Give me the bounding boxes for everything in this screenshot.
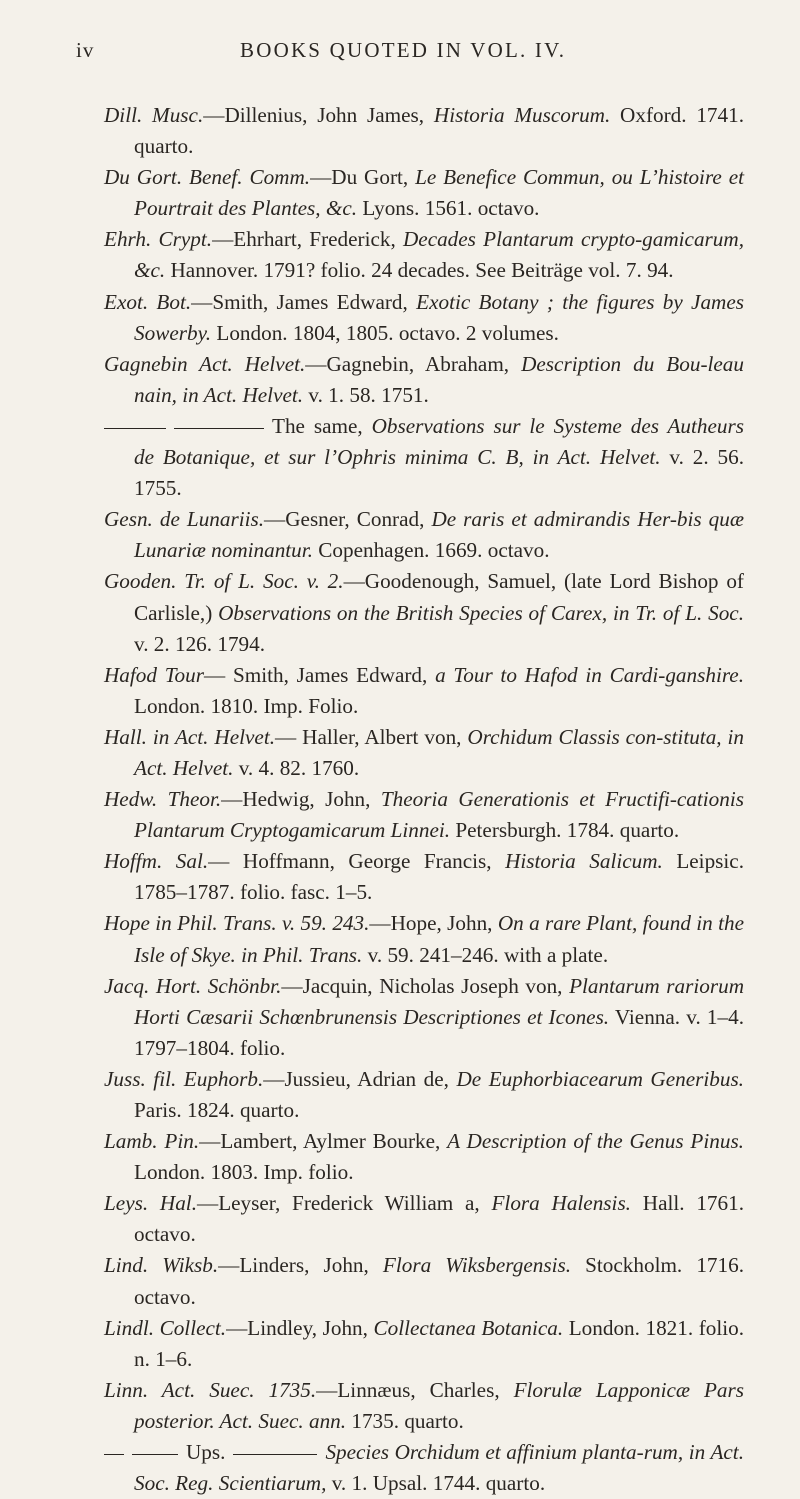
bibliography-entry [104,846,744,908]
entry-title: De Euphorbiacearum Generibus. [456,1066,744,1091]
entry-abbreviation: Lind. Wiksb. [104,1253,219,1278]
entry-author: Dillenius, John James, [224,103,434,127]
entry-imprint: London. 1821. folio. n. 1–6. [134,1315,745,1371]
bibliography-entry [104,908,744,970]
entry-imprint: v. 59. 241–246. with a plate. [362,942,609,967]
entry-author: Gagnebin, Abraham, [326,351,522,376]
entry-separator: — [221,787,243,812]
entry-title: Orchidum Classis con-stituta, in Act. Helvet. [134,724,745,780]
entry-author: Leyser, Frederick William a, [218,1191,492,1216]
entry-title: Plantarum rariorum Horti Cæsarii Schœnbrunensis Descriptiones et Icones. [134,973,745,1029]
entry-separator: — [212,227,234,252]
entry-abbreviation: Du Gort. Benef. Comm. [104,165,311,190]
entry-author: Linnæus, Charles, [337,1377,514,1402]
entry-imprint: Hall. 1761. octavo. [134,1191,744,1247]
entry-title: A Description of the Genus Pinus. [447,1129,744,1154]
entry-separator: — [197,1191,219,1216]
running-head [0,38,800,68]
entry-title: Description du Bou-leau nain, in Act. Helvet. [134,351,744,407]
entry-author: Haller, Albert von, [302,724,468,749]
bibliography-entry [104,287,744,349]
ditto-rule [233,1454,317,1455]
ditto-rule [174,428,264,429]
entry-abbreviation: Hope in Phil. Trans. v. 59. 243. [104,911,370,936]
entry-imprint: v. 1. Upsal. 1744. quarto. [326,1471,546,1496]
entry-abbreviation: Ups. [186,1440,226,1465]
entry-title: Le Benefice Commun, ou L’histoire et Pourtrait des Plantes, &c. [134,165,744,221]
entry-imprint: Vienna. v. 1–4. 1797–1804. folio. [134,1004,744,1060]
bibliography-entry [104,722,744,784]
entry-author: Gesner, Conrad, [285,507,432,532]
entry-separator: — [310,165,332,190]
bibliography-entry [104,504,744,566]
entry-imprint: v. 2. 56. 1755. [134,445,744,501]
entry-imprint: Leipsic. 1785–1787. folio. fasc. 1–5. [134,849,744,905]
running-title: BOOKS QUOTED IN VOL. IV. [240,38,567,62]
entry-title: Flora Wiksbergensis. [382,1253,572,1278]
entry-author: Goodenough, Samuel, (late Lord Bishop of Carlisle,) [134,569,744,625]
entry-separator: — [305,351,327,376]
bibliography-entry [104,1313,744,1375]
entry-title: Observations sur le Systeme des Autheurs de Botanique, et sur l’Ophris minima C. B, in Act. Helvet. [134,413,744,470]
entry-imprint: London. 1803. Imp. folio. [134,1160,354,1185]
entry-imprint: Oxford. 1741. quarto. [134,103,745,159]
page-number: iv [76,38,95,62]
bibliography-entry [104,1375,744,1437]
entry-abbreviation: Exot. Bot. [104,289,192,314]
entry-imprint: v. 1. 58. 1751. [303,382,429,407]
entry-author: Jacquin, Nicholas Joseph von, [302,973,570,998]
entry-abbreviation: Leys. Hal. [104,1191,197,1216]
entry-abbreviation: Hoffm. Sal. [104,849,209,874]
entry-separator: — [263,1066,285,1091]
bibliography-entry [104,784,744,846]
bibliography-entry [104,1250,744,1312]
entry-imprint: Hannover. 1791? folio. 24 decades. See Beiträge vol. 7. 94. [165,258,674,283]
bibliography-entry [104,971,744,1064]
bibliography-entry [104,566,744,659]
entry-abbreviation: Hedw. Theor. [104,787,222,812]
bibliography-entry [104,1437,744,1499]
entry-separator: — [226,1315,248,1340]
entry-abbreviation: Gagnebin Act. Helvet. [104,351,306,376]
entry-author: Jussieu, Adrian de, [284,1066,457,1091]
entry-separator: — [264,507,286,532]
entry-author: Ehrhart, Frederick, [233,227,403,252]
entry-abbreviation: Ehrh. Crypt. [104,227,213,252]
bibliography-list [104,100,744,1499]
entry-abbreviation: Dill. Musc. [104,103,204,127]
entry-title: Observations on the British Species of Carex, in Tr. of L. Soc. [218,600,744,625]
entry-separator: — [281,973,303,998]
entry-separator: — [191,289,213,314]
entry-imprint: Paris. 1824. quarto. [134,1098,300,1122]
entry-author: Lindley, John, [247,1315,374,1340]
entry-title: Species Orchidum et affinium planta-rum, in Act. Soc. Reg. Scientiarum, [134,1440,744,1496]
entry-title: a Tour to Hafod in Cardi-ganshire. [435,662,744,687]
entry-abbreviation: Juss. fil. Euphorb. [104,1066,264,1091]
entry-imprint: London. 1804, 1805. octavo. 2 volumes. [211,320,559,345]
entry-author: Hoffmann, George Francis, [242,849,506,874]
entry-abbreviation: Linn. Act. Suec. 1735. [104,1377,317,1402]
bibliography-entry [104,1126,744,1188]
entry-abbreviation: Hall. in Act. Helvet. [104,724,276,749]
entry-separator: — [204,662,233,687]
entry-author: Hope, John, [390,911,498,936]
entry-title: Historia Muscorum. [433,103,611,127]
entry-title: Decades Plantarum crypto-gamicarum, &c. [134,227,744,283]
entry-abbreviation: Lamb. Pin. [104,1129,200,1154]
entry-separator: — [316,1377,338,1402]
bibliography-entry [104,224,744,286]
entry-author: The same, [272,413,372,438]
entry-separator: — [369,911,391,936]
entry-title: Theoria Generationis et Fructifi-cationis Plantarum Cryptogamicarum Linnei. [134,787,744,843]
entry-separator: — [199,1129,221,1154]
entry-author: Du Gort, [331,165,416,190]
entry-abbreviation: Jacq. Hort. Schönbr. [104,973,282,998]
entry-author: Smith, James Edward, [232,662,436,687]
bibliography-entry [104,1064,744,1126]
entry-author: Smith, James Edward, [212,289,417,314]
entry-separator: — [218,1253,240,1278]
ditto-rule [132,1454,178,1455]
entry-abbreviation: Hafod Tour [104,662,204,687]
entry-author: Linders, John, [239,1253,383,1278]
entry-author: Lambert, Aylmer Bourke, [220,1129,448,1154]
entry-imprint: Lyons. 1561. octavo. [357,196,540,221]
entry-imprint: 1735. quarto. [346,1408,464,1433]
ditto-rule [104,428,166,429]
entry-abbreviation: Gooden. Tr. of L. Soc. v. 2. [104,569,344,594]
bibliography-entry [104,349,744,411]
bibliography-entry [104,411,744,504]
entry-imprint: Copenhagen. 1669. octavo. [312,538,550,563]
bibliography-entry [104,660,744,722]
bibliography-entry [104,1188,744,1250]
entry-separator: — [343,569,365,594]
entry-separator: — [203,103,225,127]
entry-imprint: v. 4. 82. 1760. [233,755,360,780]
entry-title: Exotic Botany ; the figures by James Sowerby. [134,289,744,345]
entry-title: Historia Salicum. [505,849,663,874]
bibliography-entry [104,162,744,224]
entry-author: Hedwig, John, [242,787,381,812]
entry-imprint: London. 1810. Imp. Folio. [134,693,359,718]
entry-title: Flora Halensis. [491,1191,631,1216]
entry-separator: — [275,724,303,749]
entry-imprint: v. 2. 126. 1794. [134,631,266,656]
entry-separator: — [208,849,243,874]
entry-title: Collectanea Botanica. [373,1315,564,1340]
entry-abbreviation: Gesn. de Lunariis. [104,507,265,532]
ditto-rule [104,1454,124,1455]
entry-abbreviation: Lindl. Collect. [104,1315,227,1340]
bibliography-entry [104,100,744,162]
entry-title: De raris et admirandis Her-bis quæ Lunariæ nominantur. [134,507,745,563]
entry-imprint: Stockholm. 1716. octavo. [134,1253,745,1309]
entry-title: Florulæ Lapponicæ Pars posterior. Act. Suec. ann. [134,1377,745,1433]
entry-title: On a rare Plant, found in the Isle of Skye. in Phil. Trans. [134,911,744,967]
entry-imprint: Petersburgh. 1784. quarto. [450,818,680,843]
